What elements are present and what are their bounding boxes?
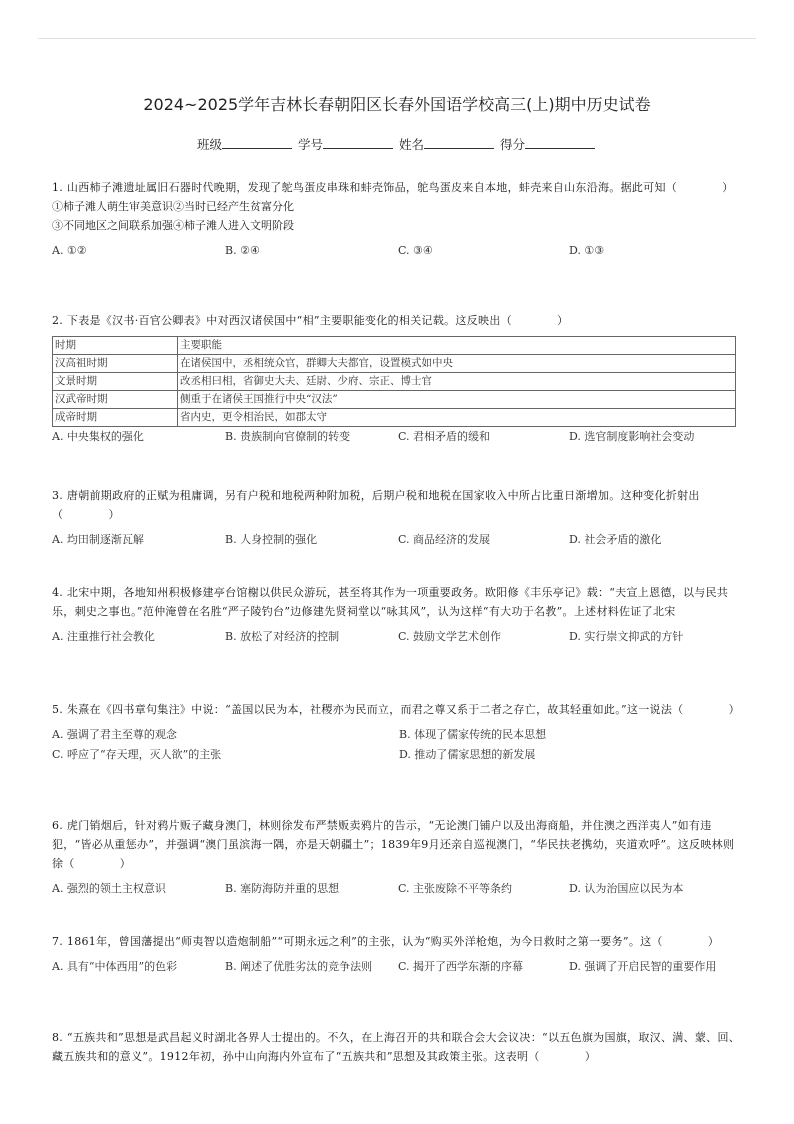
options-row xyxy=(52,627,742,647)
question-2 xyxy=(52,311,742,447)
options-row xyxy=(52,427,742,447)
table-cell: 文景时期 xyxy=(53,373,178,391)
table-header-cell: 主要职能 xyxy=(178,337,736,355)
question-5 xyxy=(52,700,742,765)
question-4 xyxy=(52,583,742,647)
table-cell: 省内史，更令相治民，如郡太守 xyxy=(178,409,736,427)
score-label: 得分 xyxy=(499,137,525,152)
option-d[interactable]: D. 认为治国应以民为本 xyxy=(569,882,684,895)
option-a[interactable]: A. 注重推行社会教化 xyxy=(52,630,155,643)
question-1 xyxy=(52,178,742,261)
option-c[interactable]: C. 主张废除不平等条约 xyxy=(398,882,513,895)
option-c[interactable]: C. 君相矛盾的缓和 xyxy=(398,430,491,443)
name-blank[interactable] xyxy=(424,136,494,149)
question-stem: 3. 唐朝前期政府的正赋为租庸调，另有户税和地税两种附加税，后期户税和地税在国家收入中所占比重日渐增加。这种变化折射出（ ） xyxy=(52,489,700,521)
option-a[interactable]: A. 强调了君主至尊的观念 xyxy=(52,728,177,741)
option-b[interactable]: B. ②④ xyxy=(225,244,260,257)
option-c[interactable]: C. 商品经济的发展 xyxy=(398,533,491,546)
question-stem: 4. 北宋中期，各地知州积极修建亭台馆榭以供民众游玩，甚至将其作为一项重要政务。欧阳修《丰乐亭记》载：“夫宣上恩德，以与民共乐，刺史之事也。”范仲淹曾在名胜“严子陵钓台”边修建先贤祠堂以“咏其风”，认为这样“有大功于名教”。上述材料佐证了北宋 xyxy=(52,586,729,618)
table-header-cell: 时期 xyxy=(53,337,178,355)
option-a[interactable]: A. 均田制逐渐瓦解 xyxy=(52,533,144,546)
question-stem: 5. 朱熹在《四书章句集注》中说：“盖国以民为本，社稷亦为民而立，而君之尊又系于二者之存亡，故其轻重如此。”这一说法（ ） xyxy=(52,703,740,716)
option-b[interactable]: B. 人身控制的强化 xyxy=(225,533,318,546)
option-d[interactable]: D. 社会矛盾的激化 xyxy=(569,533,662,546)
option-d[interactable]: D. 选官制度影响社会变动 xyxy=(569,430,695,443)
exam-title: 2024~2025学年吉林长春朝阳区长春外国语学校高三(上)期中历史试卷 xyxy=(143,95,651,114)
table-row xyxy=(53,373,736,391)
number-label: 学号 xyxy=(297,137,323,152)
question-stem: 1. 山西柿子滩遗址属旧石器时代晚期，发现了鸵鸟蛋皮串珠和蚌壳饰品，鸵鸟蛋皮来自本地，蚌壳来自山东沿海。据此可知（ ） xyxy=(52,181,734,194)
question-stem: 7. 1861年，曾国藩提出“师夷智以造炮制船”“可期永远之利”的主张，认为“购买外洋枪炮，为今日救时之第一要务”。这（ ） xyxy=(52,935,720,948)
option-d[interactable]: D. ①③ xyxy=(569,244,605,257)
table-row xyxy=(53,391,736,409)
question-stem: 8. “五族共和”思想是武昌起义时湖北各界人士提出的。不久，在上海召开的共和联合会大会议决：“以五色旗为国旗，取汉、满、蒙、回、藏五族共和的意义”。1912年初，孙中山向海内外宣布了“五族共和”思想及其政策主张。这表明（ ） xyxy=(52,1031,741,1063)
score-blank[interactable] xyxy=(525,136,595,149)
option-a[interactable]: A. ①② xyxy=(52,244,87,257)
question-6 xyxy=(52,816,742,899)
options-row xyxy=(52,241,742,261)
table-cell: 改丞相曰相，省御史大夫、廷尉、少府、宗正、博士官 xyxy=(178,373,736,391)
table-cell: 汉武帝时期 xyxy=(53,391,178,409)
option-b[interactable]: B. 阐述了优胜劣汰的竞争法则 xyxy=(225,960,373,973)
options-row xyxy=(52,879,742,899)
question-8 xyxy=(52,1028,742,1066)
table-cell: 汉高祖时期 xyxy=(53,355,178,373)
table-row xyxy=(53,409,736,427)
name-label: 姓名 xyxy=(398,137,424,152)
options-row xyxy=(52,745,742,765)
option-a[interactable]: A. 中央集权的强化 xyxy=(52,430,144,443)
header-divider xyxy=(38,38,756,39)
options-row xyxy=(52,957,742,977)
question-stem: 2. 下表是《汉书·百官公卿表》中对西汉诸侯国中“相”主要职能变化的相关记载。这反映出（ ） xyxy=(52,314,569,327)
table-row xyxy=(53,355,736,373)
option-a[interactable]: A. 具有“中体西用”的色彩 xyxy=(52,960,178,973)
option-b[interactable]: B. 体现了儒家传统的民本思想 xyxy=(399,728,547,741)
class-label: 班级 xyxy=(196,137,222,152)
option-b[interactable]: B. 放松了对经济的控制 xyxy=(225,630,340,643)
option-b[interactable]: B. 贵族制向官僚制的转变 xyxy=(225,430,351,443)
option-c[interactable]: C. 揭开了西学东渐的序幕 xyxy=(398,960,524,973)
class-blank[interactable] xyxy=(222,136,292,149)
option-b[interactable]: B. 塞防海防并重的思想 xyxy=(225,882,340,895)
option-d[interactable]: D. 推动了儒家思想的新发展 xyxy=(399,748,536,761)
option-c[interactable]: C. ③④ xyxy=(398,244,433,257)
options-row xyxy=(52,530,742,550)
table-row xyxy=(53,337,736,355)
option-a[interactable]: A. 强烈的领土主权意识 xyxy=(52,882,166,895)
question-stem: 6. 虎门销烟后，针对鸦片贩子藏身澳门，林则徐发布严禁贩卖鸦片的告示，“无论澳门铺户以及出海商船，并住澳之西洋夷人”如有违犯，“皆必从重惩办”，并强调“澳门虽滨海一隅，亦是天朝疆土”；1839年9月还亲自巡视澳门，“华民扶老携幼，夹道欢呼”。这反映林则徐（ ） xyxy=(52,819,735,870)
function-table xyxy=(52,336,736,427)
option-c[interactable]: C. 鼓励文学艺术创作 xyxy=(398,630,502,643)
number-blank[interactable] xyxy=(323,136,393,149)
question-statements-1: ①柿子滩人萌生审美意识②当时已经产生贫富分化 xyxy=(52,200,294,213)
option-c[interactable]: C. 呼应了“存天理，灭人欲”的主张 xyxy=(52,748,222,761)
table-cell: 侧重于在诸侯王国推行中央“汉法” xyxy=(178,391,736,409)
question-3 xyxy=(52,486,742,550)
option-d[interactable]: D. 强调了开启民智的重要作用 xyxy=(569,960,717,973)
question-7 xyxy=(52,932,742,977)
question-statements-2: ③不同地区之间联系加强④柿子滩人进入文明阶段 xyxy=(52,219,294,232)
option-d[interactable]: D. 实行崇文抑武的方针 xyxy=(569,630,684,643)
options-row xyxy=(52,725,742,745)
student-info-line xyxy=(0,135,794,153)
table-cell: 在诸侯国中，丞相统众官，群卿大夫都官，设置模式如中央 xyxy=(178,355,736,373)
table-cell: 成帝时期 xyxy=(53,409,178,427)
